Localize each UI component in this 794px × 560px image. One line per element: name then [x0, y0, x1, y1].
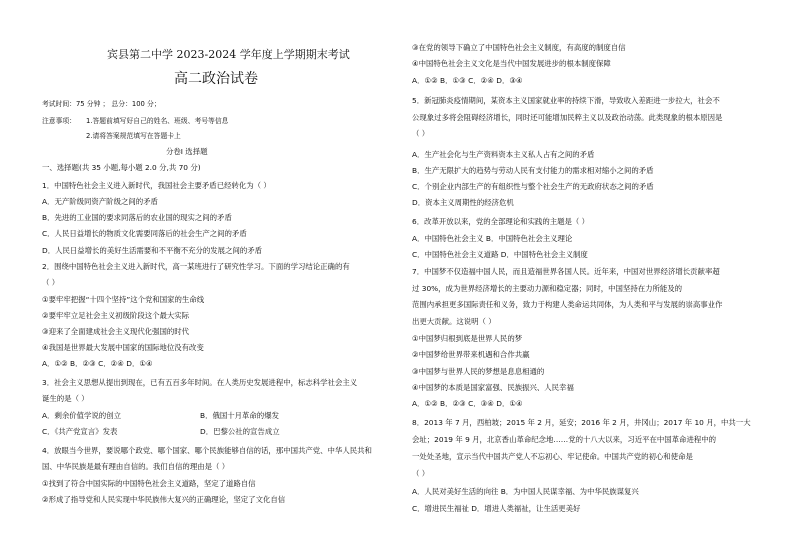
- q8-stem-3: 一处处圣地，宣示当代中国共产党人不忘初心、牢记使命。中国共产党的初心和使命是: [412, 452, 693, 461]
- notes-label: 注意事项：: [42, 117, 76, 125]
- q5-blank: （ ）: [412, 129, 430, 138]
- q7-statement-1: ①中国梦归根到底是世界人民的梦: [412, 334, 523, 343]
- q8-options-cd: C．增进民生福祉 D．增进人类福祉，让生活更美好: [412, 504, 581, 513]
- q4-statement-4: ④中国特色社会主义文化是当代中国发展进步的根本制度保障: [412, 59, 611, 68]
- q1-option-d: D．人民日益增长的美好生活需要和不平衡不充分的发展之间的矛盾: [42, 246, 263, 255]
- q5-option-a: A．生产社会化与生产资料资本主义私人占有之间的矛盾: [412, 150, 595, 159]
- q1-option-a: A．无产阶级同资产阶级之间的矛盾: [42, 197, 158, 206]
- q5-stem-cont: 公现象过多将会阻碍经济增长，同时还可能增加民粹主义以及政治动荡。此类现象的根本原因是: [412, 113, 723, 122]
- question-7: 7．中国梦不仅造福中国人民，而且造福世界各国人民。近年来，中国对世界经济增长贡献率超: [412, 267, 720, 276]
- q6-options-ab: A．中国特色社会主义 B．中国特色社会主义理论: [412, 234, 573, 243]
- q3-option-d: D．巴黎公社的宣告成立: [200, 427, 280, 436]
- question-1: 1．中国特色社会主义进入新时代，我国社会主要矛盾已经转化为（ ）: [42, 181, 271, 190]
- q2-statement-2: ②要牢牢立足社会主义初级阶段这个最大实际: [42, 311, 190, 320]
- question-5: 5．新冠肺炎疫情期间，某资本主义国家就业率的持续下滑，导致收入差距进一步拉大，社会不: [412, 96, 720, 105]
- q7-statement-2: ②中国梦给世界带来机遇和合作共赢: [412, 350, 530, 359]
- q2-statement-1: ①要牢牢把握“十四个坚持”这个党和国家的生命线: [42, 295, 205, 304]
- question-3: 3．社会主义思想从提出到现在，已有五百多年时间。在人类历史发展进程中，标志科学社会主义: [42, 378, 358, 387]
- right-column: [397, 0, 794, 560]
- q7-stem-3: 范围内承担更多国际责任和义务，致力于构建人类命运共同体，为人类和平与发展的崇高事业作: [412, 300, 723, 309]
- q7-stem-4: 出更大贡献。这说明（ ）: [412, 317, 496, 326]
- q1-option-b: B．先进的工业国的要求同落后的农业国的现实之间的矛盾: [42, 213, 232, 222]
- note-1: 1.答题前填写好自己的姓名、班级、考号等信息: [86, 117, 229, 125]
- q8-stem-2: 会址；2019 年 9 月，北京香山革命纪念地……党的十八大以来，习近平在中国革命进程中的: [412, 435, 717, 444]
- part-title: 一、选择题(共 35 小题,每小题 2.0 分,共 70 分): [42, 163, 201, 172]
- q5-option-d: D．资本主义周期性的经济危机: [412, 198, 514, 207]
- q7-statement-3: ③中国梦与世界人民的梦想是息息相通的: [412, 367, 545, 376]
- note-2: 2.请将答案规范填写在答题卡上: [86, 132, 181, 140]
- q1-option-c: C．人民日益增长的物质文化需要同落后的社会生产之间的矛盾: [42, 229, 247, 238]
- question-8: 8．2013 年 7 月，西柏坡；2015 年 2 月，延安；2016 年 2 月，井冈山；2017 年 10 月，中共一大: [412, 418, 751, 427]
- q2-blank: （ ）: [42, 278, 60, 287]
- exam-subtitle: 高二政治试卷: [174, 71, 258, 87]
- q4-stem-cont: 国、中华民族是最有理由自信的。我们自信的理由是（ ）: [42, 462, 230, 471]
- exam-info: 考试时间：75 分钟 ； 总分：100 分；: [42, 100, 161, 108]
- q7-answers: A．①② B．②③ C．③④ D．①④: [412, 399, 523, 408]
- question-4: 4．放眼当今世界，要说哪个政党、哪个国家、哪个民族能够自信的话，那中国共产党、中华人民共和: [42, 446, 372, 455]
- q3-option-b: B．俄国十月革命的爆发: [200, 411, 279, 420]
- q2-statement-4: ④我国是世界最大发展中国家的国际地位没有改变: [42, 343, 204, 352]
- q2-statement-3: ③迎来了全面建成社会主义现代化强国的时代: [42, 327, 190, 336]
- section-title: 分卷Ⅰ 选择题: [166, 147, 208, 156]
- q4-statement-3: ③在党的领导下确立了中国特色社会主义制度，有高度的制度自信: [412, 43, 626, 52]
- question-6: 6．改革开放以来，党的全部理论和实践的主题是（ ）: [412, 217, 590, 226]
- q4-statement-2: ②形成了指导党和人民实现中华民族伟大复兴的正确理论，坚定了文化自信: [42, 495, 286, 504]
- q8-options-ab: A．人民对美好生活的向往 B．为中国人民谋幸福、为中华民族谋复兴: [412, 487, 639, 496]
- q3-stem-cont: 诞生的是（ ）: [42, 394, 89, 403]
- exam-title: 宾县第二中学 2023-2024 学年度上学期期末考试: [107, 48, 350, 61]
- q3-option-a: A．剩余价值学说的创立: [42, 411, 121, 420]
- q6-options-cd: C．中国特色社会主义道路 D．中国特色社会主义制度: [412, 250, 588, 259]
- question-2: 2．围绕中国特色社会主义进入新时代，高一某班进行了研究性学习。下面的学习结论正确的有: [42, 262, 350, 271]
- q2-answers: A．①② B．②③ C．②④ D．①④: [42, 359, 153, 368]
- q5-option-b: B．生产无限扩大的趋势与劳动人民有支付能力的需求相对缩小之间的矛盾: [412, 166, 654, 175]
- q4-answers: A．①② B．①③ C．②④ D．③④: [412, 76, 523, 85]
- q7-statement-4: ④中国梦的本质是国家富强、民族振兴、人民幸福: [412, 383, 574, 392]
- q8-blank: （ ）: [412, 469, 430, 478]
- q7-stem-2: 过 30%，成为世界经济增长的主要动力源和稳定器；同时，中国坚持在力所能及的: [412, 284, 683, 293]
- q5-option-c: C．个别企业内部生产的有组织性与整个社会生产的无政府状态之间的矛盾: [412, 182, 654, 191]
- q3-option-c: C．《共产党宣言》发表: [42, 427, 118, 436]
- q4-statement-1: ①找到了符合中国实际的中国特色社会主义道路，坚定了道路自信: [42, 479, 256, 488]
